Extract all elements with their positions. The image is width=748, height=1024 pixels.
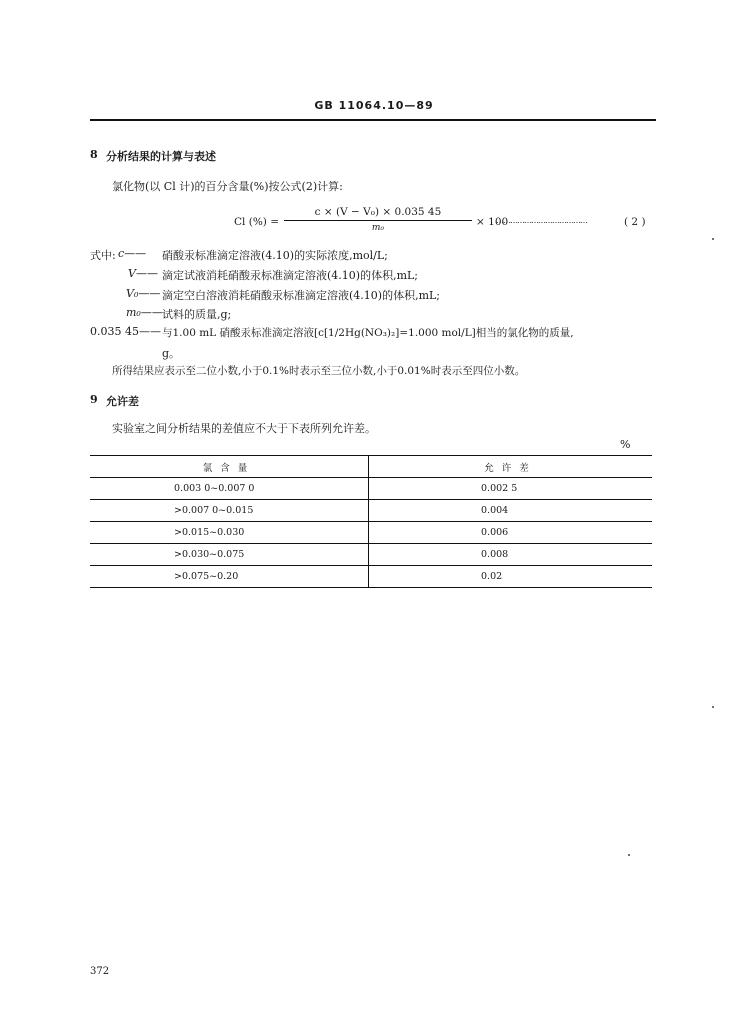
- formula-leader: …………………………………: [496, 216, 587, 225]
- cell-range: >0.030~0.075: [90, 544, 369, 566]
- col-header-chloride: 氯含量: [90, 456, 369, 478]
- def-symbol: m₀——: [126, 306, 163, 319]
- def-text: 滴定试液消耗硝酸汞标准滴定溶液(4.10)的体积,mL;: [162, 269, 419, 282]
- result-note: 所得结果应表示至二位小数,小于0.1%时表示至三位小数,小于0.01%时表示至四位小数。: [112, 365, 526, 377]
- section-8-heading: 分析结果的计算与表述: [106, 150, 216, 163]
- table-row: [90, 566, 652, 588]
- def-text: 与1.00 mL 硝酸汞标准滴定溶液[c[1/2Hg(NO₃)₂]=1.000 mol/L]相当的氯化物的质量,: [162, 327, 574, 339]
- col-header-tolerance: 允许差: [369, 456, 653, 478]
- table-row: [90, 500, 652, 522]
- cell-tolerance: 0.008: [369, 544, 653, 566]
- def-symbol: 0.035 45——: [90, 325, 161, 338]
- section-9-number: 9: [90, 393, 98, 406]
- cell-range: >0.075~0.20: [90, 566, 369, 588]
- formula-denominator: m₀: [371, 223, 385, 233]
- def-text: 试料的质量,g;: [162, 308, 232, 321]
- section-8-intro: 氯化物(以 Cl 计)的百分含量(%)按公式(2)计算:: [112, 180, 343, 193]
- table-row: [90, 544, 652, 566]
- formula-lhs: Cl (%) =: [234, 216, 280, 228]
- formula-numerator: c × (V − V₀) × 0.035 45: [314, 206, 442, 218]
- def-symbol: V——: [128, 267, 158, 280]
- table-header-row: [90, 456, 652, 478]
- scan-speck: [628, 854, 630, 856]
- where-label: 式中:: [90, 249, 116, 262]
- section-8-number: 8: [90, 148, 98, 161]
- scan-speck: [712, 706, 714, 708]
- def-continuation: g。: [162, 347, 181, 360]
- formula-fraction: [284, 206, 472, 233]
- cell-range: >0.015~0.030: [90, 522, 369, 544]
- cell-tolerance: 0.002 5: [369, 478, 653, 500]
- cell-range: >0.007 0~0.015: [90, 500, 369, 522]
- def-symbol: V₀——: [126, 287, 161, 300]
- scan-speck: [712, 238, 714, 240]
- def-text: 硝酸汞标准滴定溶液(4.10)的实际浓度,mol/L;: [162, 249, 388, 262]
- tolerance-table: [90, 455, 652, 588]
- section-9-heading: 允许差: [106, 395, 139, 408]
- def-symbol: c——: [118, 247, 147, 260]
- cell-tolerance: 0.006: [369, 522, 653, 544]
- cell-range: 0.003 0~0.007 0: [90, 478, 369, 500]
- section-9-intro: 实验室之间分析结果的差值应不大于下表所列允许差。: [112, 422, 376, 435]
- header-rule: [90, 119, 656, 121]
- table-unit: %: [620, 438, 631, 451]
- page-number: 372: [90, 966, 110, 977]
- table-row: [90, 478, 652, 500]
- formula-eq-number: ( 2 ): [624, 216, 646, 228]
- cell-tolerance: 0.004: [369, 500, 653, 522]
- fraction-bar: [284, 220, 472, 221]
- standard-number: GB 11064.10—89: [314, 99, 434, 112]
- table-row: [90, 522, 652, 544]
- formula-factor: × 100: [476, 216, 509, 228]
- cell-tolerance: 0.02: [369, 566, 653, 588]
- def-text: 滴定空白溶液消耗硝酸汞标准滴定溶液(4.10)的体积,mL;: [162, 289, 441, 302]
